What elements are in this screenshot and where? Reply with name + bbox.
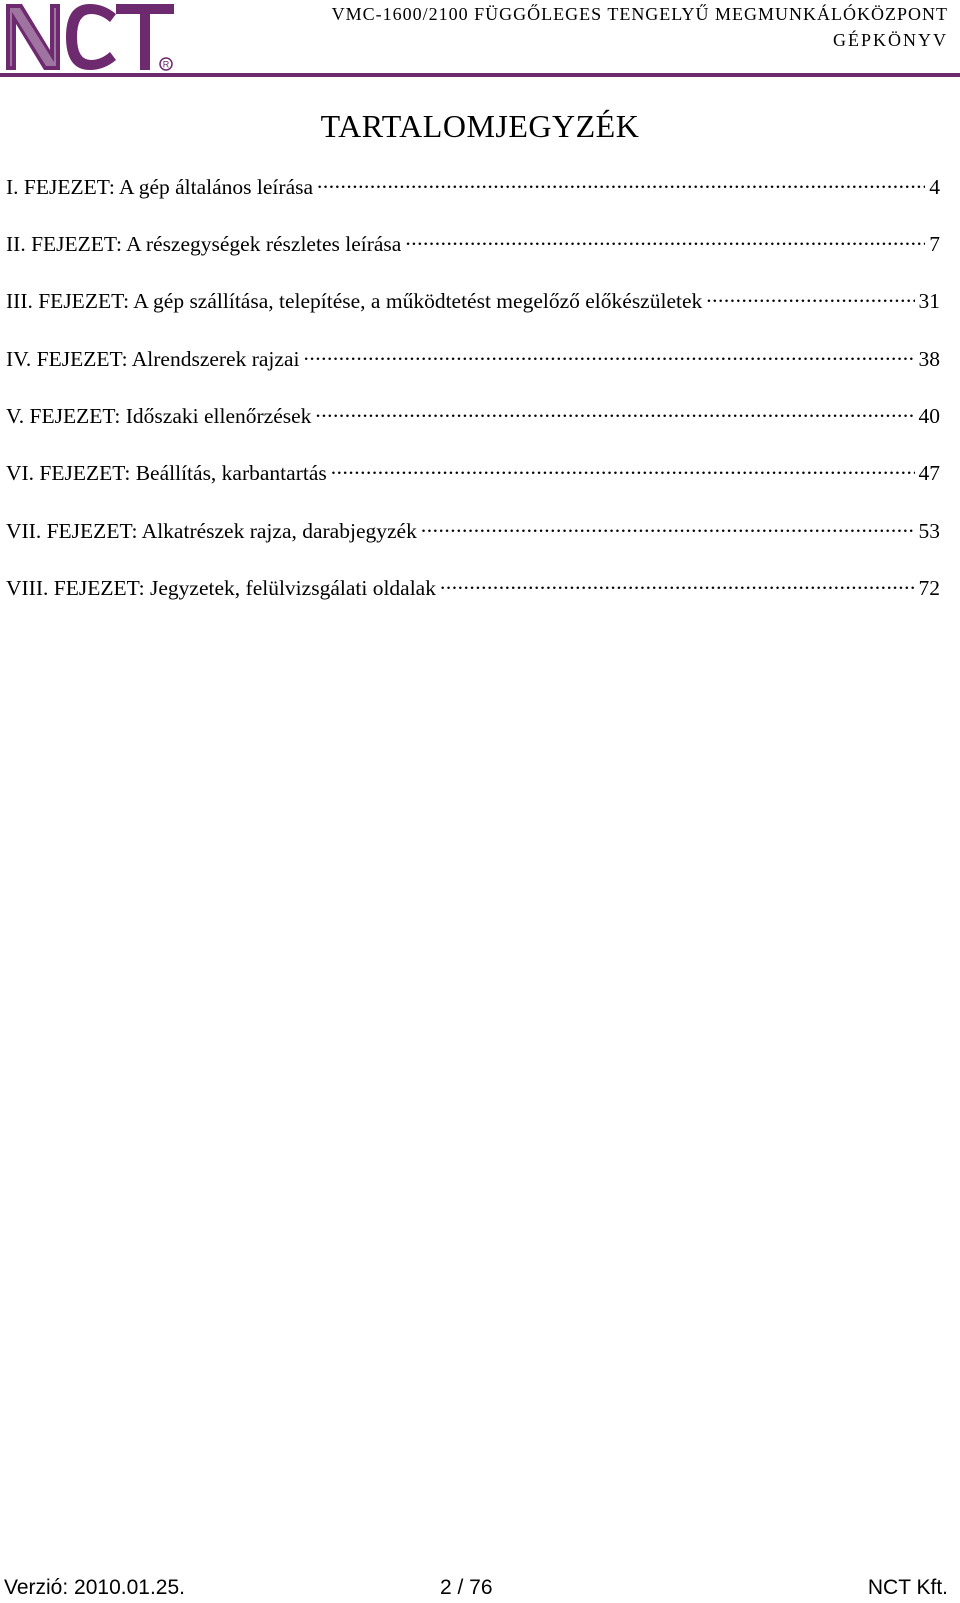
toc-entry-page: 7 <box>929 231 940 256</box>
toc-leader-dots <box>315 402 914 424</box>
page-footer <box>0 1576 960 1603</box>
toc-entry[interactable] <box>6 574 940 631</box>
toc-list <box>6 172 940 631</box>
toc-entry[interactable] <box>6 344 940 401</box>
toc-entry-page: 4 <box>929 174 940 199</box>
toc-title: TARTALOMJEGYZÉK <box>320 108 640 144</box>
page-header <box>0 0 960 80</box>
toc-entry[interactable] <box>6 287 940 344</box>
toc-entry-label: II. FEJEZET: A részegységek részletes leírása <box>6 231 402 256</box>
toc-entry-page: 31 <box>918 289 940 314</box>
toc-entry-label: VIII. FEJEZET: Jegyzetek, felülvizsgálati oldalak <box>6 576 436 601</box>
toc-leader-dots <box>440 574 915 596</box>
toc-entry-page: 40 <box>918 404 940 429</box>
footer-page-number: 2 / 76 <box>440 1576 493 1599</box>
toc-leader-dots <box>421 516 915 538</box>
toc-entry-label: V. FEJEZET: Időszaki ellenőrzések <box>6 404 312 429</box>
document-subtitle: GÉPKÖNYV <box>833 30 948 50</box>
footer-company: NCT Kft. <box>867 1576 948 1599</box>
toc-entry-label: VII. FEJEZET: Alkatrészek rajza, darabjegyzék <box>6 518 417 543</box>
toc-entry-label: I. FEJEZET: A gép általános leírása <box>6 174 314 199</box>
toc-entry-label: III. FEJEZET: A gép szállítása, telepítése, a működtetést megelőző előkészületek <box>6 289 703 314</box>
footer-version: Verzió: 2010.01.25. <box>4 1576 185 1599</box>
svg-text:R: R <box>162 59 170 70</box>
toc-entry[interactable] <box>6 172 940 229</box>
toc-entry-label: VI. FEJEZET: Beállítás, karbantartás <box>6 461 327 486</box>
toc-leader-dots <box>706 287 914 309</box>
header-divider <box>0 73 960 77</box>
toc-entry-page: 53 <box>918 518 940 543</box>
toc-entry-page: 47 <box>918 461 940 486</box>
toc-entry[interactable] <box>6 516 940 573</box>
nct-logo-icon <box>4 0 178 74</box>
toc-entry[interactable] <box>6 459 940 516</box>
toc-entry-page: 38 <box>918 346 940 371</box>
toc-leader-dots <box>405 229 925 251</box>
document-title: VMC-1600/2100 FÜGGŐLEGES TENGELYŰ MEGMUNKÁLÓKÖZPONT <box>331 4 948 24</box>
toc-entry-page: 72 <box>918 576 940 601</box>
toc-leader-dots <box>317 172 925 194</box>
toc-leader-dots <box>331 459 915 481</box>
toc-entry-label: IV. FEJEZET: Alrendszerek rajzai <box>6 346 300 371</box>
toc-entry[interactable] <box>6 402 940 459</box>
toc-leader-dots <box>303 344 914 366</box>
toc-entry[interactable] <box>6 229 940 286</box>
